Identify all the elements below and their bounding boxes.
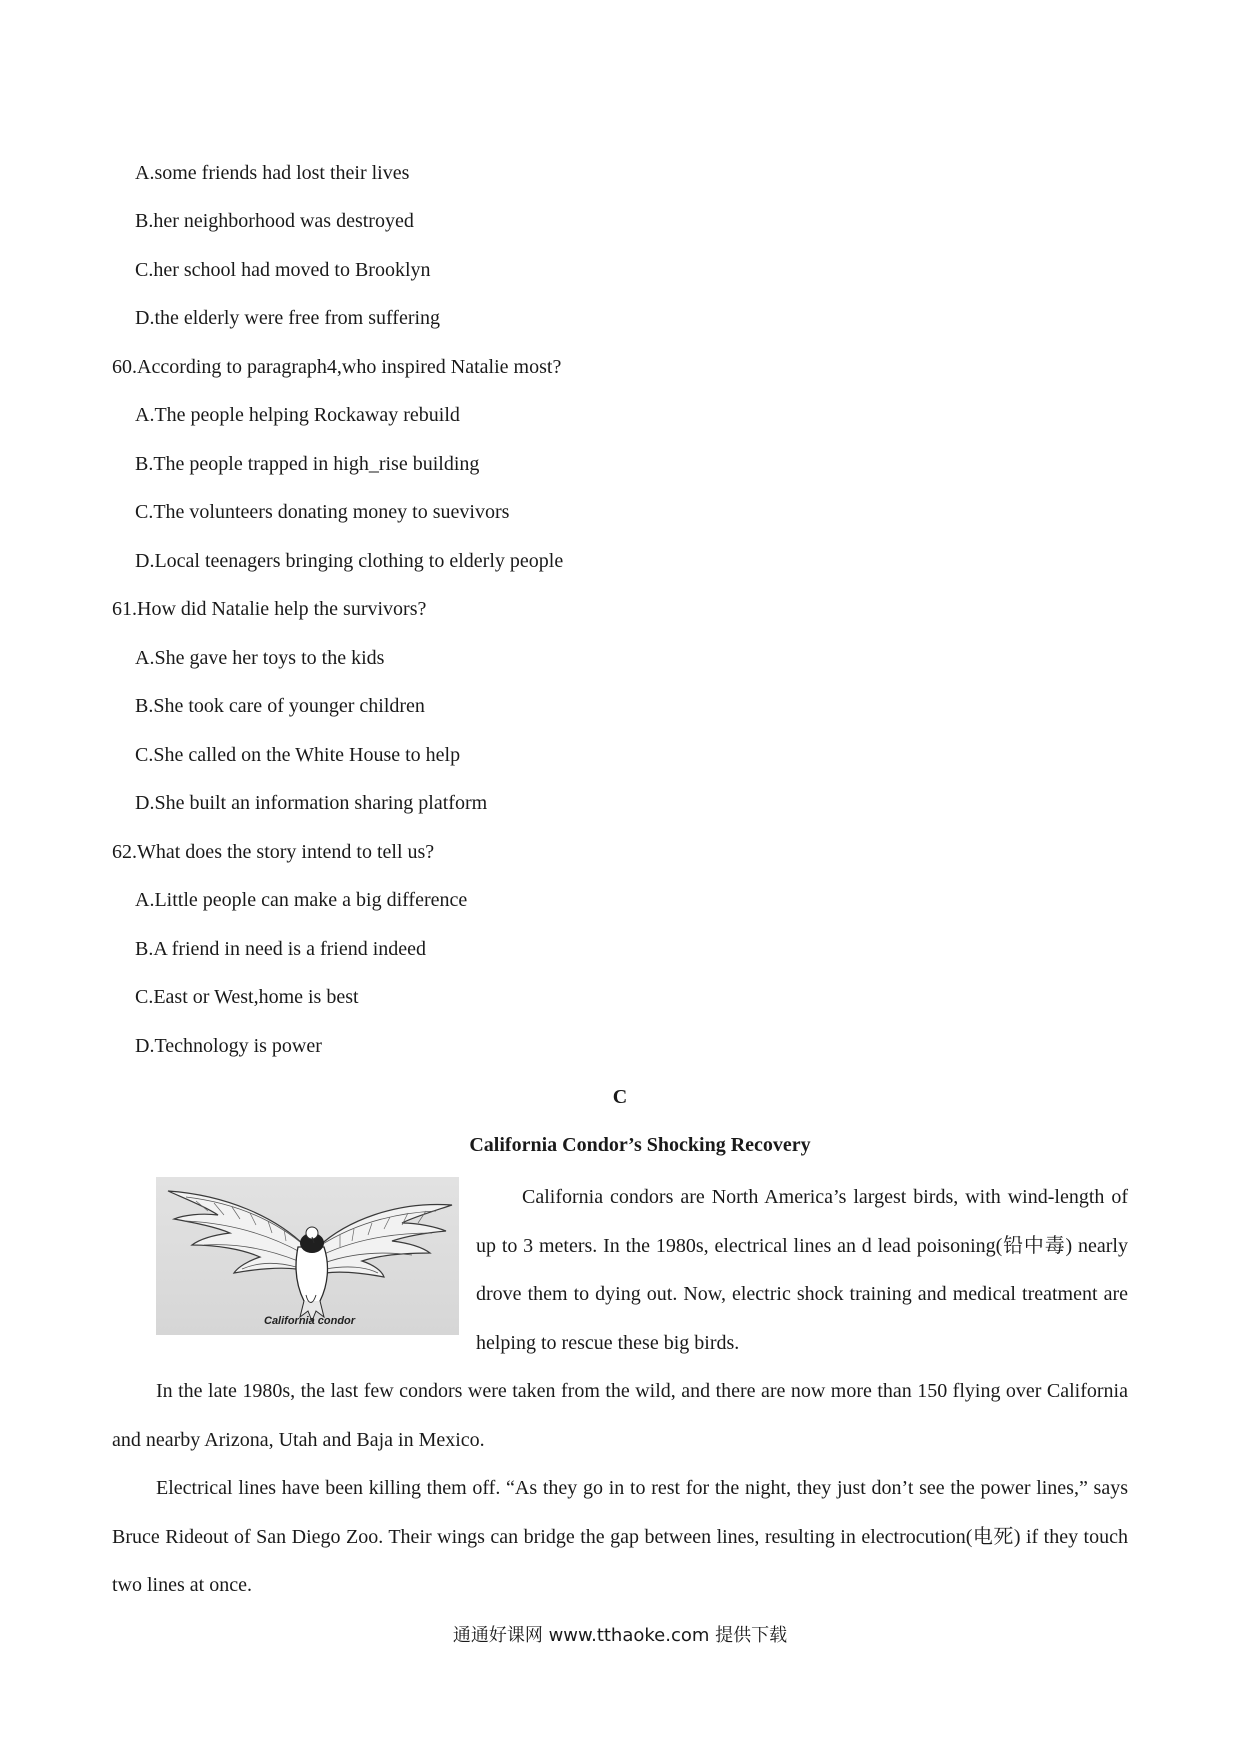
condor-figure [156,1177,459,1335]
q60-option-a: A.The people helping Rockaway rebuild [135,404,460,426]
q59-option-d: D.the elderly were free from suffering [135,307,441,329]
figure-caption: California condor [264,1315,356,1327]
page-footer: 通通好课网 www.tthaoke.com 提供下载 [452,1625,788,1646]
intro-paragraph: California condors are North America’s largest birds, with wind-length of up to 3 meters. In the 1980s, electrical lines an d lead poisoning(铅中毒) nearly drove them to dying out. Now, electric shock training and medical treatment are helping to rescue these big birds. [476,1186,1128,1354]
q59-option-c: C.her school had moved to Brooklyn [135,259,431,281]
q60-stem: 60.According to paragraph4,who inspired Natalie most? [112,356,562,378]
q61-option-c: C.She called on the White House to help [135,744,461,766]
q62-stem: 62.What does the story intend to tell us? [112,841,435,863]
q59-option-b: B.her neighborhood was destroyed [135,210,414,232]
q60-option-d: D.Local teenagers bringing clothing to elderly people [135,550,564,572]
q61-stem: 61.How did Natalie help the survivors? [112,598,427,620]
q62-option-b: B.A friend in need is a friend indeed [135,938,427,960]
q62-option-d: D.Technology is power [135,1035,322,1057]
condor-illustration-icon [156,1177,459,1335]
body-paragraph-1: In the late 1980s, the last few condors were taken from the wild, and there are now more than 150 flying over California and nearby Arizona, Utah and Baja in Mexico. [112,1380,1128,1451]
q61-option-d: D.She built an information sharing platform [135,792,488,814]
body-paragraph-2: Electrical lines have been killing them off. “As they go in to rest for the night, they just don’t see the power lines,” says Bruce Rideout of San Diego Zoo. Their wings can bridge the gap between lines, resulting in electrocution(电死) if they touch two lines at once. [112,1477,1128,1596]
q59-option-a: A.some friends had lost their lives [135,162,410,184]
q62-option-a: A.Little people can make a big difference [135,889,468,911]
q60-option-b: B.The people trapped in high_rise building [135,453,480,475]
section-letter: C [612,1086,628,1108]
q61-option-a: A.She gave her toys to the kids [135,647,385,669]
q60-option-c: C.The volunteers donating money to suevivors [135,501,510,523]
q61-option-b: B.She took care of younger children [135,695,425,717]
article-title: California Condor’s Shocking Recovery [469,1134,811,1156]
q62-option-c: C.East or West,home is best [135,986,359,1008]
